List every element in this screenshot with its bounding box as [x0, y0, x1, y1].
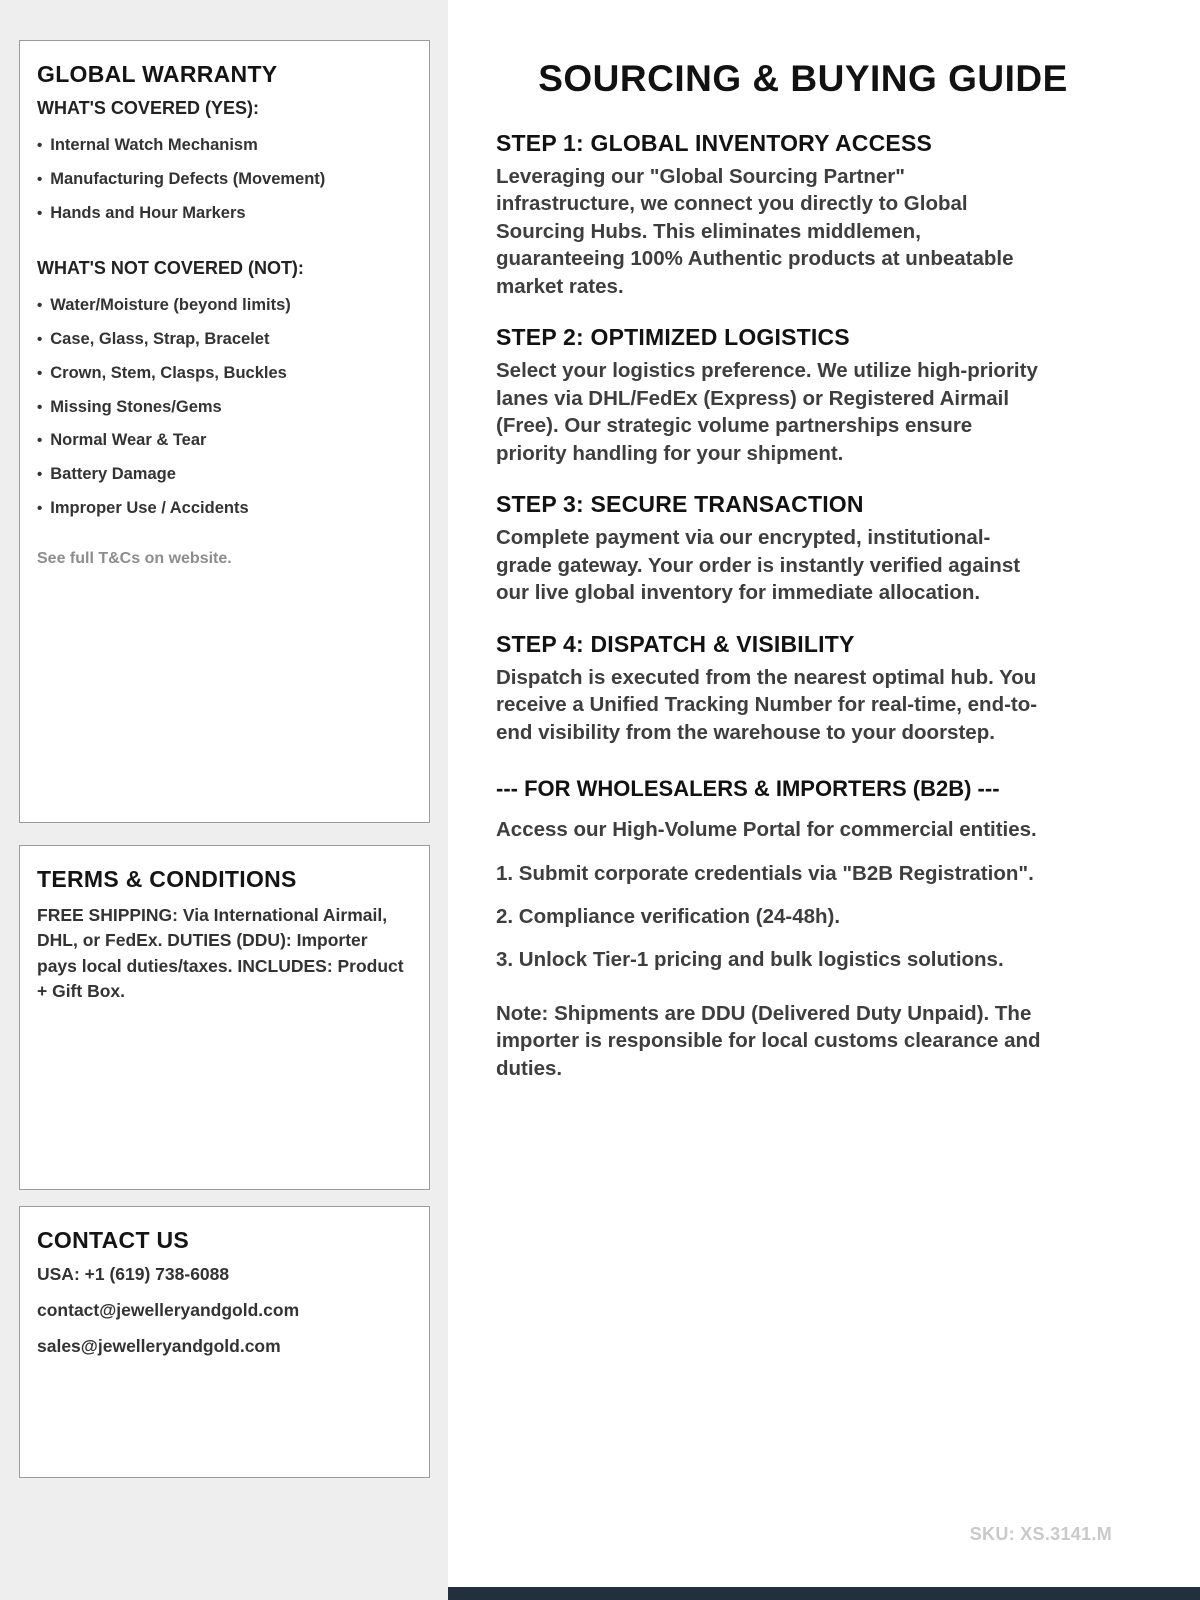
warranty-footnote: See full T&Cs on website. — [37, 549, 232, 567]
step-2-section — [496, 324, 1110, 467]
page-title: SOURCING & BUYING GUIDE — [538, 58, 1068, 99]
not-covered-heading: WHAT'S NOT COVERED (NOT): — [37, 258, 304, 279]
terms-panel — [19, 845, 430, 1190]
not-covered-list — [37, 289, 412, 525]
contact-phone: USA: +1 (619) 738-6088 — [37, 1264, 230, 1284]
step-2-heading: STEP 2: OPTIMIZED LOGISTICS — [496, 324, 850, 351]
step-3-heading: STEP 3: SECURE TRANSACTION — [496, 491, 864, 518]
main-content — [448, 0, 1200, 1600]
list-item: • Battery Damage — [37, 458, 412, 492]
b2b-step-1: 1. Submit corporate credentials via "B2B Registration". — [496, 861, 1034, 885]
step-1-body: Leveraging our "Global Sourcing Partner" infrastructure, we connect you directly to Global Sourcing Hubs. This eliminates middlemen, guaranteeing 100% Authentic products at unbeatable market rates. — [496, 165, 1014, 298]
list-item: • Missing Stones/Gems — [37, 391, 412, 425]
contact-email: contact@jewelleryandgold.com — [37, 1300, 300, 1320]
list-item: • Hands and Hour Markers — [37, 197, 412, 231]
b2b-section — [496, 776, 1110, 1082]
b2b-heading: --- FOR WHOLESALERS & IMPORTERS (B2B) --- — [496, 776, 1000, 802]
footer-bar — [448, 1587, 1200, 1600]
covered-list — [37, 129, 412, 230]
list-item: • Case, Glass, Strap, Bracelet — [37, 323, 412, 357]
contact-panel — [19, 1206, 430, 1478]
terms-body: FREE SHIPPING: Via International Airmail, DHL, or FedEx. DUTIES (DDU): Importer pays local duties/taxes. INCLUDES: Product + Gift Box. — [37, 905, 404, 1002]
step-1-heading: STEP 1: GLOBAL INVENTORY ACCESS — [496, 130, 933, 156]
sku-label: SKU: XS.3141.M — [969, 1524, 1112, 1544]
list-item: • Normal Wear & Tear — [37, 424, 412, 458]
list-item: • Improper Use / Accidents — [37, 492, 412, 526]
list-item: • Crown, Stem, Clasps, Buckles — [37, 357, 412, 391]
list-item: • Internal Watch Mechanism — [37, 129, 412, 163]
step-3-body: Complete payment via our encrypted, institutional-grade gateway. Your order is instantly verified against our live global inventory for immediate allocation. — [496, 526, 1021, 605]
contact-title: CONTACT US — [37, 1227, 190, 1253]
b2b-step-2: 2. Compliance verification (24-48h). — [496, 904, 841, 928]
covered-heading: WHAT'S COVERED (YES): — [37, 98, 259, 118]
step-4-body: Dispatch is executed from the nearest optimal hub. You receive a Unified Tracking Number for real-time, end-to-end visibility from the warehouse to your doorstep. — [496, 665, 1038, 744]
warranty-title: GLOBAL WARRANTY — [37, 61, 278, 87]
step-4-section — [496, 631, 1110, 746]
b2b-intro: Access our High-Volume Portal for commercial entities. — [496, 818, 1037, 842]
b2b-step-3: 3. Unlock Tier-1 pricing and bulk logistics solutions. — [496, 948, 1004, 972]
list-item: • Water/Moisture (beyond limits) — [37, 289, 412, 323]
step-3-section — [496, 491, 1110, 606]
step-2-body: Select your logistics preference. We utilize high-priority lanes via DHL/FedEx (Express) or Registered Airmail (Free). Our strategic volume partnerships ensure priority handling for your shipment. — [496, 359, 1038, 465]
terms-title: TERMS & CONDITIONS — [37, 866, 297, 892]
warranty-panel — [19, 40, 430, 823]
sales-email: sales@jewelleryandgold.com — [37, 1336, 281, 1356]
step-1-section — [496, 130, 1110, 300]
ddu-note: Note: Shipments are DDU (Delivered Duty Unpaid). The importer is responsible for local customs clearance and duties. — [496, 1001, 1041, 1080]
sidebar — [0, 0, 448, 1600]
step-4-heading: STEP 4: DISPATCH & VISIBILITY — [496, 630, 855, 657]
list-item: • Manufacturing Defects (Movement) — [37, 163, 412, 197]
